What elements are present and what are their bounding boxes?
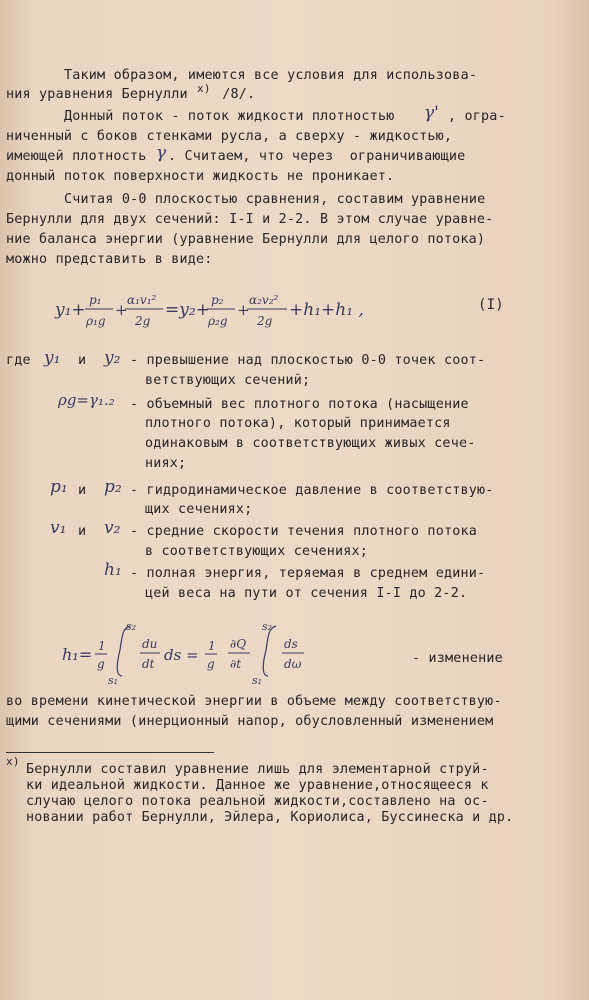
formula-term: s₂ bbox=[126, 620, 137, 633]
formula-term: ds bbox=[284, 637, 298, 651]
v1-symbol: v₁ bbox=[50, 518, 67, 538]
equation-number: (I) bbox=[478, 297, 504, 313]
formula-term: ∂Q bbox=[230, 637, 247, 651]
text-line: донный поток поверхности жидкость не проникает. bbox=[6, 169, 395, 184]
conjunction: и bbox=[78, 524, 87, 539]
text-line: имеющей плотность bbox=[6, 149, 147, 164]
definition-line: цей веса на пути от сечения I-I до 2-2. bbox=[145, 586, 468, 601]
formula-term: du bbox=[142, 637, 158, 651]
conjunction: и bbox=[78, 483, 87, 498]
text-line: Донный поток - поток жидкости плотностью bbox=[64, 109, 395, 124]
formula-term: α₂v₂² bbox=[249, 293, 279, 307]
text-line: во времени кинетической энергии в объеме между соответствую- bbox=[6, 694, 502, 709]
formula-term: h₁= bbox=[62, 645, 93, 664]
text-line: ние баланса энергии (уравнение Бернулли для целого потока) bbox=[6, 232, 486, 247]
text-line: ниченный с боков стенками русла, а сверху - жидкостью, bbox=[6, 129, 453, 144]
definition-line: - объемный вес плотного потока (насыщение bbox=[130, 397, 469, 412]
gamma-symbol: γ bbox=[156, 143, 167, 163]
footnote-line: Бернулли составил уравнение лишь для элементарной струй- bbox=[26, 762, 489, 777]
footnote-line: новании работ Бернулли, Эйлера, Кориолиса, Буссинеска и др. bbox=[26, 810, 514, 825]
definition-line: ветствующих сечений; bbox=[145, 373, 311, 388]
text-line: ния уравнения Бернулли bbox=[6, 87, 188, 102]
text-line: Таким образом, имеются все условия для использова- bbox=[64, 68, 478, 83]
definition-line: плотного потока), который принимается bbox=[145, 416, 451, 431]
formula-term: y₁+ bbox=[55, 300, 86, 320]
formula-term: + bbox=[115, 301, 128, 319]
definition-line: - гидродинамическое давление в соответствую- bbox=[130, 483, 494, 498]
formula-term: s₁ bbox=[108, 674, 119, 687]
definition-line: ниях; bbox=[145, 456, 187, 471]
gamma-prime-symbol: γ' bbox=[424, 103, 439, 123]
formula-suffix: - изменение bbox=[412, 651, 503, 666]
footnote-mark: х) bbox=[197, 82, 211, 95]
bernoulli-equation bbox=[55, 282, 385, 342]
footnote-mark: х) bbox=[6, 755, 20, 768]
formula-term: + bbox=[237, 301, 250, 319]
formula-term: s₂ bbox=[262, 620, 273, 633]
formula-term: α₁v₁² bbox=[127, 293, 157, 307]
conjunction: и bbox=[78, 353, 87, 368]
formula-term: dt bbox=[142, 657, 155, 671]
formula-term: =y₂+ bbox=[165, 300, 210, 320]
v2-symbol: v₂ bbox=[104, 518, 121, 538]
formula-term: g bbox=[97, 657, 105, 671]
text-line: Считая 0-0 плоскостью сравнения, составим уравнение bbox=[64, 192, 486, 207]
definition-line: одинаковым в соответствующих живых сече- bbox=[145, 436, 476, 451]
formula-term: 1 bbox=[98, 639, 106, 653]
formula-term: 2g bbox=[257, 314, 273, 328]
definition-line: - полная энергия, теряемая в среднем едини- bbox=[130, 566, 486, 581]
footnote-line: случаю целого потока реальной жидкости,составлено на ос- bbox=[26, 794, 489, 809]
formula-term: g bbox=[207, 657, 215, 671]
formula-term: ρ₂g bbox=[208, 314, 228, 328]
formula-term: dω bbox=[284, 657, 302, 671]
text-line: . Считаем, что через ограничивающие bbox=[168, 149, 466, 164]
formula-term: 1 bbox=[208, 639, 216, 653]
definition-line: щих сечениях; bbox=[145, 502, 253, 517]
p1-symbol: p₁ bbox=[50, 477, 68, 497]
text-line: Бернулли для двух сечений: I-I и 2-2. В этом случае уравне- bbox=[6, 212, 494, 227]
text-line: можно представить в виде: bbox=[6, 252, 213, 267]
definition-line: в соответствующих сечениях; bbox=[145, 544, 369, 559]
footnote-separator bbox=[6, 752, 214, 753]
formula-term: ρ₁g bbox=[86, 314, 106, 328]
rho-g-symbol: ρg=γ₁.₂ bbox=[58, 391, 115, 409]
formula-term: p₁ bbox=[89, 293, 102, 307]
formula-term: p₂ bbox=[211, 293, 224, 307]
definition-line: - средние скорости течения плотного потока bbox=[130, 524, 477, 539]
footnote-line: ки идеальной жидкости. Данное же уравнение,относящееся к bbox=[26, 778, 489, 793]
inertial-head-formula bbox=[62, 618, 362, 688]
p2-symbol: p₂ bbox=[104, 477, 122, 497]
text-line: щими сечениями (инерционный напор, обусловленный изменением bbox=[6, 714, 494, 729]
text-line: /8/. bbox=[214, 87, 256, 102]
formula-term: s₁ bbox=[252, 674, 263, 687]
formula-term: +h₁+h₁ , bbox=[289, 300, 364, 320]
y1-symbol: y₁ bbox=[44, 348, 61, 368]
h1-symbol: h₁ bbox=[104, 560, 122, 580]
y2-symbol: y₂ bbox=[104, 348, 121, 368]
formula-term: 2g bbox=[135, 314, 151, 328]
text-line: , огра- bbox=[448, 109, 506, 124]
formula-term: ∂t bbox=[230, 657, 242, 671]
where-label: где bbox=[6, 353, 31, 368]
formula-term: ds = bbox=[164, 646, 199, 664]
definition-line: - превышение над плоскостью 0-0 точек соот- bbox=[130, 353, 486, 368]
